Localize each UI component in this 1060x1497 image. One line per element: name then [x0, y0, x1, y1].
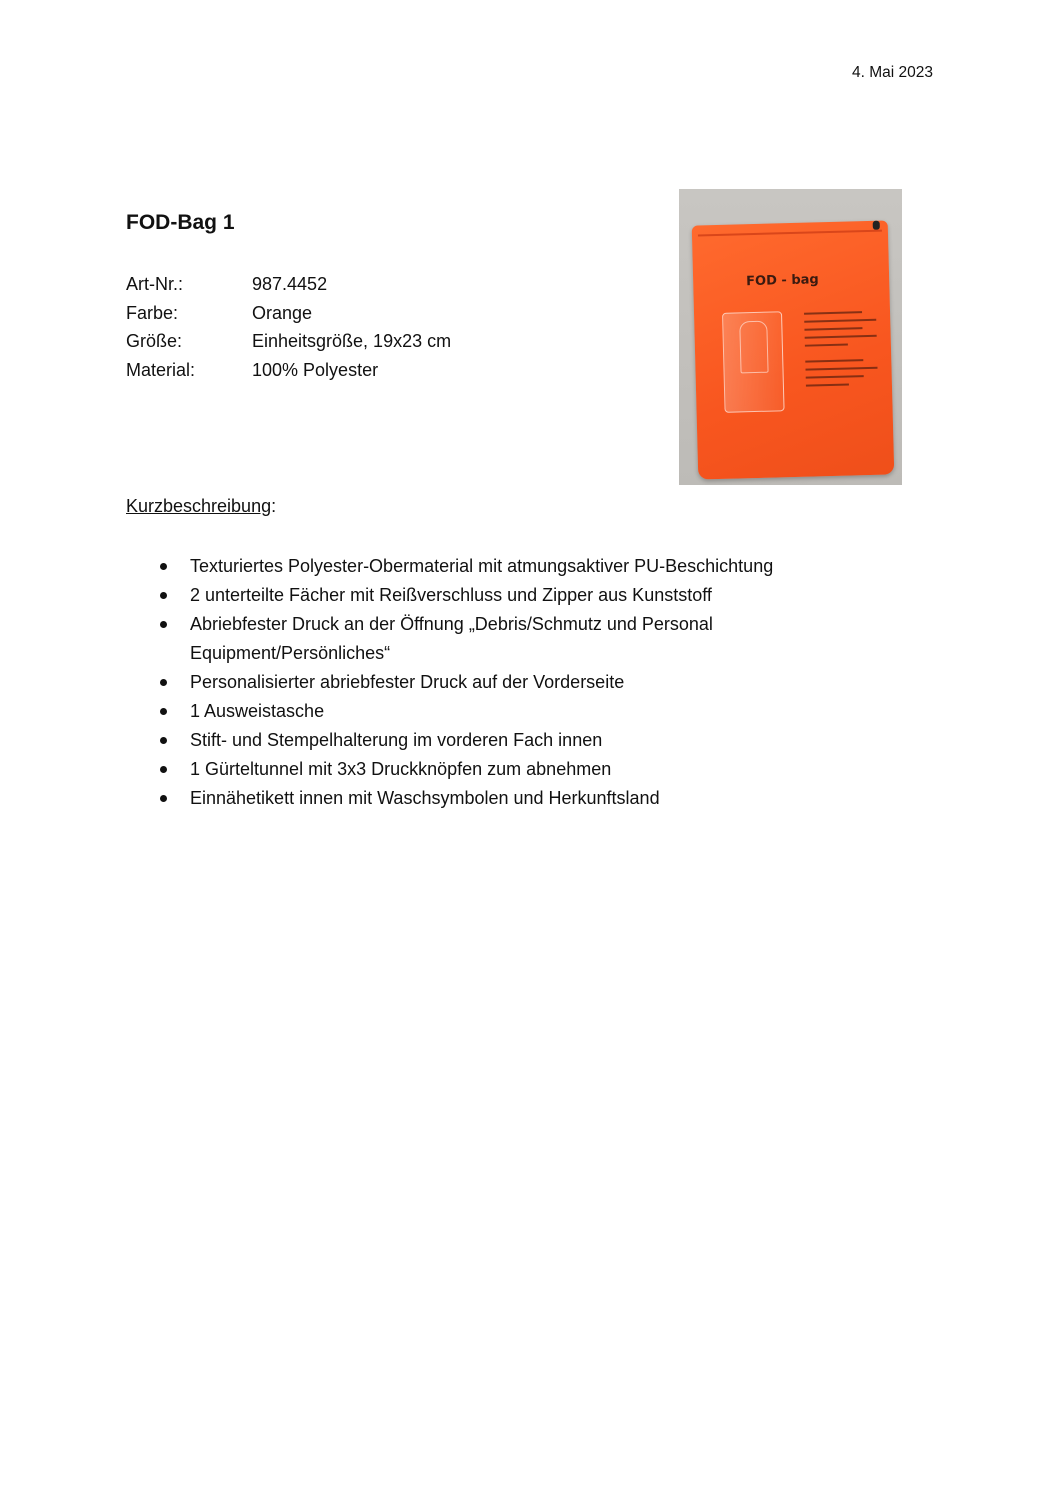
- description-label-suffix: :: [271, 496, 277, 516]
- zipper-seam: [698, 230, 882, 237]
- feature-item: Texturiertes Polyester-Obermaterial mit atmungsaktiver PU-Beschichtung: [160, 552, 880, 581]
- clear-pocket: [722, 311, 785, 413]
- bag-print-label: FOD - bag: [745, 272, 819, 290]
- feature-item: 2 unterteilte Fächer mit Reißverschluss und Zipper aus Kunststoff: [160, 581, 880, 610]
- spec-label: Material:: [126, 359, 196, 380]
- spec-row-art-nr: [126, 270, 451, 299]
- pen-holder: [739, 321, 768, 374]
- spec-value: 987.4452: [252, 274, 328, 294]
- spec-label: Farbe:: [126, 302, 179, 323]
- zipper-pull: [873, 221, 880, 230]
- description-heading: [126, 496, 276, 517]
- feature-item: 1 Ausweistasche: [160, 697, 880, 726]
- spec-table: [126, 270, 451, 384]
- spec-value: Einheitsgröße, 19x23 cm: [252, 331, 452, 351]
- feature-item: Stift- und Stempelhalterung im vorderen Fach innen: [160, 726, 880, 755]
- spec-value: Orange: [252, 302, 313, 323]
- spec-value: 100% Polyester: [252, 359, 379, 380]
- fod-bag-image: [692, 220, 895, 479]
- spec-label: Größe:: [126, 331, 183, 351]
- product-photo: [679, 189, 902, 485]
- description-label: Kurzbeschreibung: [126, 496, 272, 516]
- spec-row-groesse: [126, 327, 451, 356]
- bag-print-lines: [804, 311, 878, 393]
- feature-item: Einnähetikett innen mit Waschsymbolen und Herkunftsland: [160, 784, 880, 813]
- feature-list: [160, 552, 880, 813]
- spec-row-farbe: [126, 299, 451, 328]
- feature-item: 1 Gürteltunnel mit 3x3 Druckknöpfen zum abnehmen: [160, 755, 880, 784]
- spec-row-material: [126, 356, 451, 385]
- spec-label: Art-Nr.:: [126, 274, 183, 294]
- feature-item: Personalisierter abriebfester Druck auf der Vorderseite: [160, 668, 880, 697]
- product-title: FOD-Bag 1: [126, 211, 235, 234]
- document-date: 4. Mai 2023: [852, 64, 933, 81]
- feature-item: Abriebfester Druck an der Öffnung „Debris/Schmutz und Personal Equipment/Persönliches“: [160, 610, 880, 668]
